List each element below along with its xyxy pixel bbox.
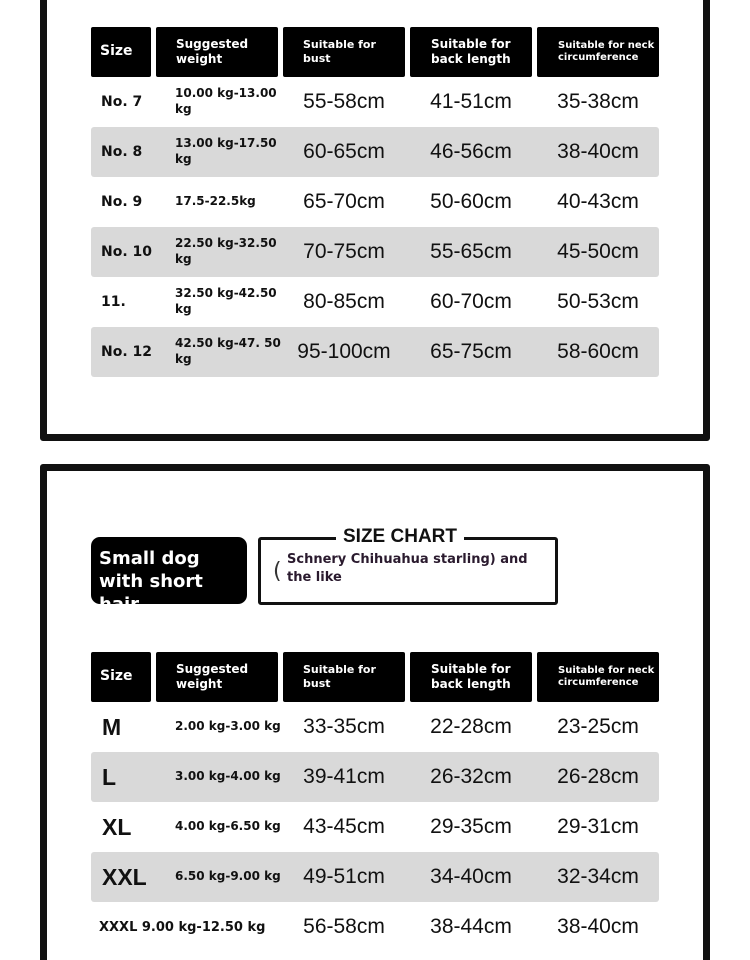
size-chart-note: Schnery Chihuahua starling) and the like [287, 552, 528, 585]
size-chart-title: SIZE CHART [336, 526, 464, 548]
neck-cell: 40-43cm [557, 190, 639, 213]
back-length-cell: 41-51cm [430, 90, 512, 113]
size-cell: L [102, 763, 117, 790]
neck-cell: 26-28cm [557, 765, 639, 788]
bust-cell: 56-58cm [303, 915, 385, 938]
bust-cell: 80-85cm [303, 290, 385, 313]
header-back-length: Suitable for back length [410, 652, 532, 702]
table-row [91, 177, 659, 227]
table-row [91, 702, 659, 752]
header-bust: Suitable for bust [283, 652, 405, 702]
back-length-cell: 26-32cm [430, 765, 512, 788]
size-cell: No. 12 [101, 344, 153, 360]
weight-cell: 4.00 kg-6.50 kg [175, 819, 281, 834]
weight-cell: 13.00 kg-17.50 kg [175, 136, 277, 166]
size-table-small [91, 652, 659, 952]
header-size: Size [91, 27, 151, 77]
weight-cell: 22.50 kg-32.50 kg [175, 236, 277, 266]
table-row [91, 902, 659, 952]
back-length-cell: 22-28cm [430, 715, 512, 738]
weight-cell: 32.50 kg-42.50 kg [175, 286, 277, 316]
table-row [91, 852, 659, 902]
neck-cell: 38-40cm [557, 140, 639, 163]
back-length-cell: 65-75cm [430, 340, 512, 363]
neck-cell: 45-50cm [557, 240, 639, 263]
table-row [91, 77, 659, 127]
table-row [91, 127, 659, 177]
size-cell: No. 10 [101, 244, 153, 260]
back-length-cell: 29-35cm [430, 815, 512, 838]
back-length-cell: 38-44cm [430, 915, 512, 938]
size-cell: XL [102, 813, 132, 840]
back-length-cell: 50-60cm [430, 190, 512, 213]
neck-cell: 38-40cm [557, 915, 639, 938]
size-cell: No. 8 [101, 144, 143, 160]
header-weight: Suggested weight [156, 652, 278, 702]
table-row [91, 327, 659, 377]
bust-cell: 65-70cm [303, 190, 385, 213]
table-header [91, 652, 659, 702]
bust-cell: 55-58cm [303, 90, 385, 113]
small-dog-badge: Small dog with short hair [91, 537, 247, 604]
size-table-large [91, 27, 659, 377]
size-weight-cell: XXXL 9.00 kg-12.50 kg [99, 919, 266, 935]
header-size: Size [91, 652, 151, 702]
weight-cell: 17.5-22.5kg [175, 194, 256, 209]
header-neck: Suitable for neck circumference [537, 27, 659, 77]
back-length-cell: 46-56cm [430, 140, 512, 163]
bust-cell: 39-41cm [303, 765, 385, 788]
weight-cell: 6.50 kg-9.00 kg [175, 869, 281, 884]
header-bust: Suitable for bust [283, 27, 405, 77]
back-length-cell: 60-70cm [430, 290, 512, 313]
neck-cell: 23-25cm [557, 715, 639, 738]
back-length-cell: 55-65cm [430, 240, 512, 263]
neck-cell: 32-34cm [557, 865, 639, 888]
weight-cell: 42.50 kg-47. 50 kg [175, 336, 281, 366]
bust-cell: 60-65cm [303, 140, 385, 163]
header-back-length: Suitable for back length [410, 27, 532, 77]
neck-cell: 58-60cm [557, 340, 639, 363]
table-row [91, 752, 659, 802]
weight-cell: 10.00 kg-13.00 kg [175, 86, 277, 116]
bust-cell: 43-45cm [303, 815, 385, 838]
size-cell: No. 7 [101, 94, 143, 110]
bust-cell: 49-51cm [303, 865, 385, 888]
header-neck: Suitable for neck circumference [537, 652, 659, 702]
neck-cell: 50-53cm [557, 290, 639, 313]
header-weight: Suggested weight [156, 27, 278, 77]
weight-cell: 3.00 kg-4.00 kg [175, 769, 281, 784]
size-chart-paren: ( [273, 559, 282, 584]
back-length-cell: 34-40cm [430, 865, 512, 888]
bust-cell: 70-75cm [303, 240, 385, 263]
neck-cell: 35-38cm [557, 90, 639, 113]
weight-cell: 2.00 kg-3.00 kg [175, 719, 281, 734]
table-row [91, 277, 659, 327]
size-cell: No. 9 [101, 194, 143, 210]
size-cell: XXL [102, 863, 147, 890]
size-cell: M [102, 713, 122, 740]
table-row [91, 227, 659, 277]
table-row [91, 802, 659, 852]
bust-cell: 95-100cm [297, 340, 391, 363]
size-cell: 11. [101, 294, 126, 310]
table-header [91, 27, 659, 77]
bust-cell: 33-35cm [303, 715, 385, 738]
neck-cell: 29-31cm [557, 815, 639, 838]
